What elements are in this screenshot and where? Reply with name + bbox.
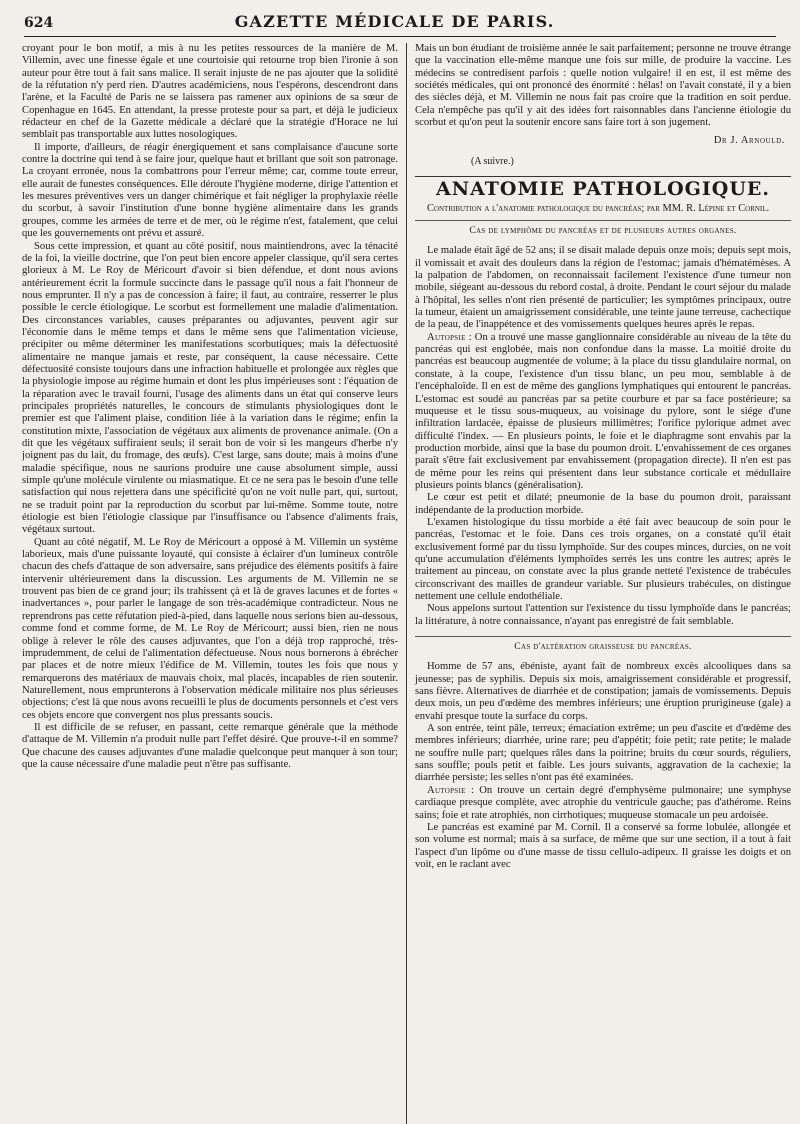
section-title: ANATOMIE PATHOLOGIQUE. <box>435 178 770 201</box>
paragraph-text: A son entrée, teint pâle, terreux; émaciation extrême; un peu d'ascite et d'œdème des membres inférieurs; diarrhée, urine rare; peu d'appétit; foie petit; rate petite; le malade ne souffre nulle part; quelques râles dans la poitrine; bruits du cœur sourds, réguliers, sans souffle; pouls petit et faible. Les jours suivants, aggravation de la cachexie; la diarrhée persiste; les selles n'ont pas été examinées. <box>415 723 791 784</box>
section-divider <box>415 176 791 177</box>
right-intro-paragraph: Mais un bon étudiant de troisième année le sait parfaitement; personne ne trouve étrange que la vaccination elle-même manque une fois sur mille, de produire la vaccine. Les médecins se contredisent parfois : quelle notion vulgaire! il en est, il est même des sociétés médicales, qui ont prononcé des énormité : hélas! on l'avait constaté, il y a bien des siècles déjà, et M. Villemin ne nous fait pas croire que la tradition en soit perdue. Cela n'empêche pas qu'il y ait des idées fort raisonnables dans l'ancienne étiologie du scorbut et qu'on peut la soutenir encore sans faire tort à son jugement. <box>415 43 791 129</box>
paragraph-text: Nous appelons surtout l'attention sur l'existence du tissu lymphoïde dans le pancréas; la littérature, à notre connaissance, n'ayant pas enregistré de fait semblable. <box>415 603 791 627</box>
case-2-paragraph-1 <box>415 661 791 723</box>
paragraph-text: Le cœur est petit et dilaté; pneumonie de la base du poumon droit, paraissant indépendante de la production morbide. <box>415 492 791 516</box>
journal-title: GAZETTE MÉDICALE DE PARIS. <box>234 12 555 31</box>
autopsy-label: Autopsie <box>427 331 466 343</box>
case-1-paragraph-4 <box>415 517 791 603</box>
page-header <box>24 12 776 37</box>
case-2-paragraph-3 <box>415 785 791 822</box>
spacer <box>415 628 791 632</box>
case-1-paragraph-1 <box>415 245 791 331</box>
case-2-paragraph-2 <box>415 723 791 785</box>
autopsy-label: Autopsie <box>427 784 466 796</box>
case-1-heading: Cas de lymphôme du pancréas et de plusieurs autres organes. <box>415 220 791 237</box>
case-2-paragraph-4 <box>415 822 791 871</box>
to-be-continued-note: (A suivre.) <box>471 155 514 167</box>
left-paragraph-4: Quant au côté négatif, M. Le Roy de Méricourt a opposé à M. Villemin un système laborieux, mais d'une puissante loyauté, qui consiste à éclairer d'un lumineux contrôle chacun des chefs d'attaque de son adversaire, sans préjudice des éléments positifs à faire intervenir ultérieurement dans la discussion. Les arguments de M. Villemin ne se trouvent pas bien de ce grand jour; ils trahissent çà et là de graves lacunes et de fortes « inadvertances », pour parler le langage de son très-académique contradicteur. Nous ne reprendrons pas cette réfutation pied-à-pied, dans laquelle nous serions bien au-dessous, comme fond et comme forme, de M. Le Roy de Méricourt; aussi bien, rien ne nous oblige à relever le rôle des causes adjuvantes, que l'on a déjà trop rapproché, très-imprudemment, de celui de l'alimentation défectueuse. Nous nous bornerons à ébrécher par places et de notre mieux l'édifice de M. Villemin, toutes les fois que nous y remarquerons des matériaux de mauvais choix, mal placés, incapables de rien soutenir. Naturellement, nous emprunterons à l'observation médicale militaire nos plus sérieuses objections; c'est là que nous avons recueilli le plus de documents personnels et c'est vers ces objets encore que convergent nos plus pressants soucis. <box>22 536 398 721</box>
paragraph-text: Le pancréas est examiné par M. Cornil. Il a conservé sa forme lobulée, allongée et son volume est normal; mais à sa surface, de même que sur une section, il a tout à fait l'aspect d'un lipôme ou d'une masse de tissu cellulo-adipeux. Il graisse les doigts et on voit, en le raclant avec <box>415 821 791 870</box>
article-columns <box>22 43 791 1124</box>
left-paragraph-2: Il importe, d'ailleurs, de réagir énergiquement et sans complaisance d'aucune sorte contre la doctrine qui tend à se faire jour, quelque haut et brillant que soit son patronage. La croyant erronée, nous la combattrons pour l'erreur même; car, comme toute erreur, elle aurait de funestes conséquences. Elle déroute l'hygiène moderne, dirige l'attention et les mesures préventives vers un danger chimérique et fait négliger la prophylaxie réelle du scorbut, à savoir l'institution d'une bonne hygiène alimentaire dans les grands groupes, comme les armées de terre et de mer, où le régime n'est, fatalement, que celui que les gouvernements ont prévu et assuré. <box>22 141 398 240</box>
left-paragraph-1: croyant pour le bon motif, a mis à nu les petites ressources de la manière de M. Villemin, avec une finesse égale et une courtoisie qui retourne trop bien l'ironie à son auteur pour être tout à fait sans malice. Il serait injuste de ne pas ajouter que la solidité de la réfutation n'y perd rien. D'autres académiciens, nous l'espérons, descendront dans l'arène, et la Faculté de Paris ne se laissera pas ramener aux opinions de sa sœur de Copenhague en 1645. En attendant, la presse proteste pour sa part, et déjà le judicieux rédacteur en chef de la Gazette médicale a déclaré que la stratégie d'Horace ne lui semblait pas transportable aux luttes nosologiques. <box>22 43 398 141</box>
left-column <box>22 43 406 1124</box>
left-paragraph-5: Il est difficile de se refuser, en passant, cette remarque générale que la méthode d'attaque de M. Villemin n'a produit nulle part l'effet désiré. Que prouve-t-il en somme? Que chacune des causes adjuvantes d'une maladie quelconque peut manquer à son tour; que la cause nécessaire d'une maladie peut n'être pas suffisante. <box>22 721 398 770</box>
article-title: Contribution a l'anatomie pathologique du pancréas; par MM. R. Lépine et Cornil. <box>427 203 770 215</box>
paragraph-text: L'examen histologique du tissu morbide a été fait avec beaucoup de soin pour le pancréas, l'estomac et le foie. Dans ces trois organes, on a constaté qu'il était exclusivement formé par du tissu lymphoïde. Sur des coupes minces, durcies, on ne voit qu'une accumulation d'éléments lymphoïdes serrés les uns contre les autres; après le traitement au pinceau, on constate avec la plus grande netteté l'existence de trabécules circonscrivant des mailles de grandeur variable. Sur plusieurs trabécules, on distingue nettement une cellule endothéliale. <box>415 516 791 602</box>
paragraph-text: : On a trouvé une masse ganglionnaire considérable au niveau de la tête du pancréas qui est englobée, mais non confondue dans la masse. La moitié droite du pancréas est beaucoup augmentée de volume; à la place du tissu glandulaire normal, on constate, à la coupe, l'existence d'un tissu blanc, un peu mou, semblable à de l'encéphaloïde. Il en est de même des ganglions lymphatiques qui entourent le pancréas. L'estomac est soudé au pancréas par sa petite courbure et par sa face postérieure; sa muqueuse et le tissu sous-muqueux, au voisinage du pylore, sont le siége d'une infiltration lardacée, épaisse de plusieurs millimètres; l'orifice pylorique admet avec difficulté l'index. — En plusieurs points, le foie et le diaphragme sont envahis par la production morbide, ainsi que la base du poumon droit. L'envahissement de ces organes paraît s'être fait exclusivement par envahissement (propagation directe). Il n'en est pas de même pour les reins qui présentent dans leur substance corticale et médullaire plusieurs points blancs (généralisation). <box>415 331 791 491</box>
right-column <box>406 43 791 1124</box>
left-paragraph-3: Sous cette impression, et quant au côté positif, nous maintiendrons, avec la ténacité de la foi, la vieille doctrine, que l'on peut bien encore appeler classique, qu'il sera certes glorieux à M. Le Roy de Méricourt d'avoir si bien défendue, et dont nous avions antérieurement écrit la formule succincte dans le passage qu'il nous a fait l'honneur de nous emprunter. Il n'y a pas de concession à faire; il faut, au contraire, resserrer le plus possible le cercle étiologique. Le scorbut est formellement une maladie d'alimentation. Des circonstances variables, causes préparantes ou adjuvantes, peuvent agir sur l'économie dans le même temps et dans le même sens que l'alimentation vicieuse, précipiter ou même déterminer les manifestations scorbutiques; mais la défectuosité alimentaire ne manque jamais et reste, par conséquent, la cause nécessaire. Cette défectuosité consiste toujours dans une infraction habituelle et prolongée aux règles que la physiologie impose au régime humain et dont les plus impérieuses sont : l'équation de la réparation avec le travail fourni, l'usage des aliments dans un état qui conserve leurs principales propriétés naturelles, le concours de stimulants physiologiques dont le premier est que l'aliment plaise, condition liée à la variation dans le régime; enfin la constitution mixte, l'association de végétaux aux aliments de provenance animale. (On a dit que les végétaux suffiraient seuls; il serait bon de voir si les mangeurs d'herbe n'y joignent pas du lait, du fromage, des œufs). C'est large, sans doute; mais à moins d'une maladie spécifique, nous ne saurions produire une cause absolument simple, aussi simple qu'une molécule virulente ou miasmatique. Et ce ne sera pas le besoin d'une telle satisfaction qui nous rejettera dans une spécificité qu'on ne voit nulle part, qui, surtout, ne se traduit point par la reproduction du scorbut par lui-même. Somme toute, notre étiologie est bien l'étiologie classique par l'insuffisance ou l'absence d'aliments frais, végétaux surtout. <box>22 240 398 536</box>
page-number: 624 <box>24 15 54 31</box>
paragraph-text: Le malade était âgé de 52 ans; il se disait malade depuis onze mois; depuis sept mois, il vomissait et avait des douleurs dans la région de l'estomac; jamais d'hématémèses. A la palpation de l'abdomen, on reconnaissait facilement l'existence d'une tumeur non mobile, siégeant au-dessous du rebord costal, à droite. Pendant le court séjour du malade à l'hôpital, les selles n'ont rien présenté de particulier; les symptômes principaux, outre la tumeur, étaient un amaigrissement considérable, une teinte jaune terreuse, cachectique de la peau, de l'inappétence et des vomissements quelques heures après le repas. <box>415 245 791 331</box>
case-1-paragraph-5 <box>415 603 791 628</box>
case-1-paragraph-3 <box>415 492 791 517</box>
case-1-paragraph-2 <box>415 332 791 492</box>
paragraph-text: : On trouve un certain degré d'emphysème pulmonaire; une symphyse cardiaque presque complète, avec atrophie du ventricule gauche; pas d'athérome. Reins sains; foie et rate atrophiés, non cirrhotiques; muqueuse stomacale un peu ardoisée. <box>415 784 791 821</box>
paragraph-text: Homme de 57 ans, ébéniste, ayant fait de nombreux excès alcooliques dans sa jeunesse; pas de syphilis. Depuis six mois, amaigrissement considérable et progressif, sans fièvre. Alternatives de diarrhée et de constipation; jamais de vomissements. Depuis deux mois, un peu d'œdème des membres inférieurs; une éruption prurigineuse (gale) a envahi presque toute la surface du corps. <box>415 661 791 722</box>
case-2-heading: Cas d'altération graisseuse du pancréas. <box>415 636 791 653</box>
author-signature: Dr J. Arnould. <box>713 135 785 147</box>
